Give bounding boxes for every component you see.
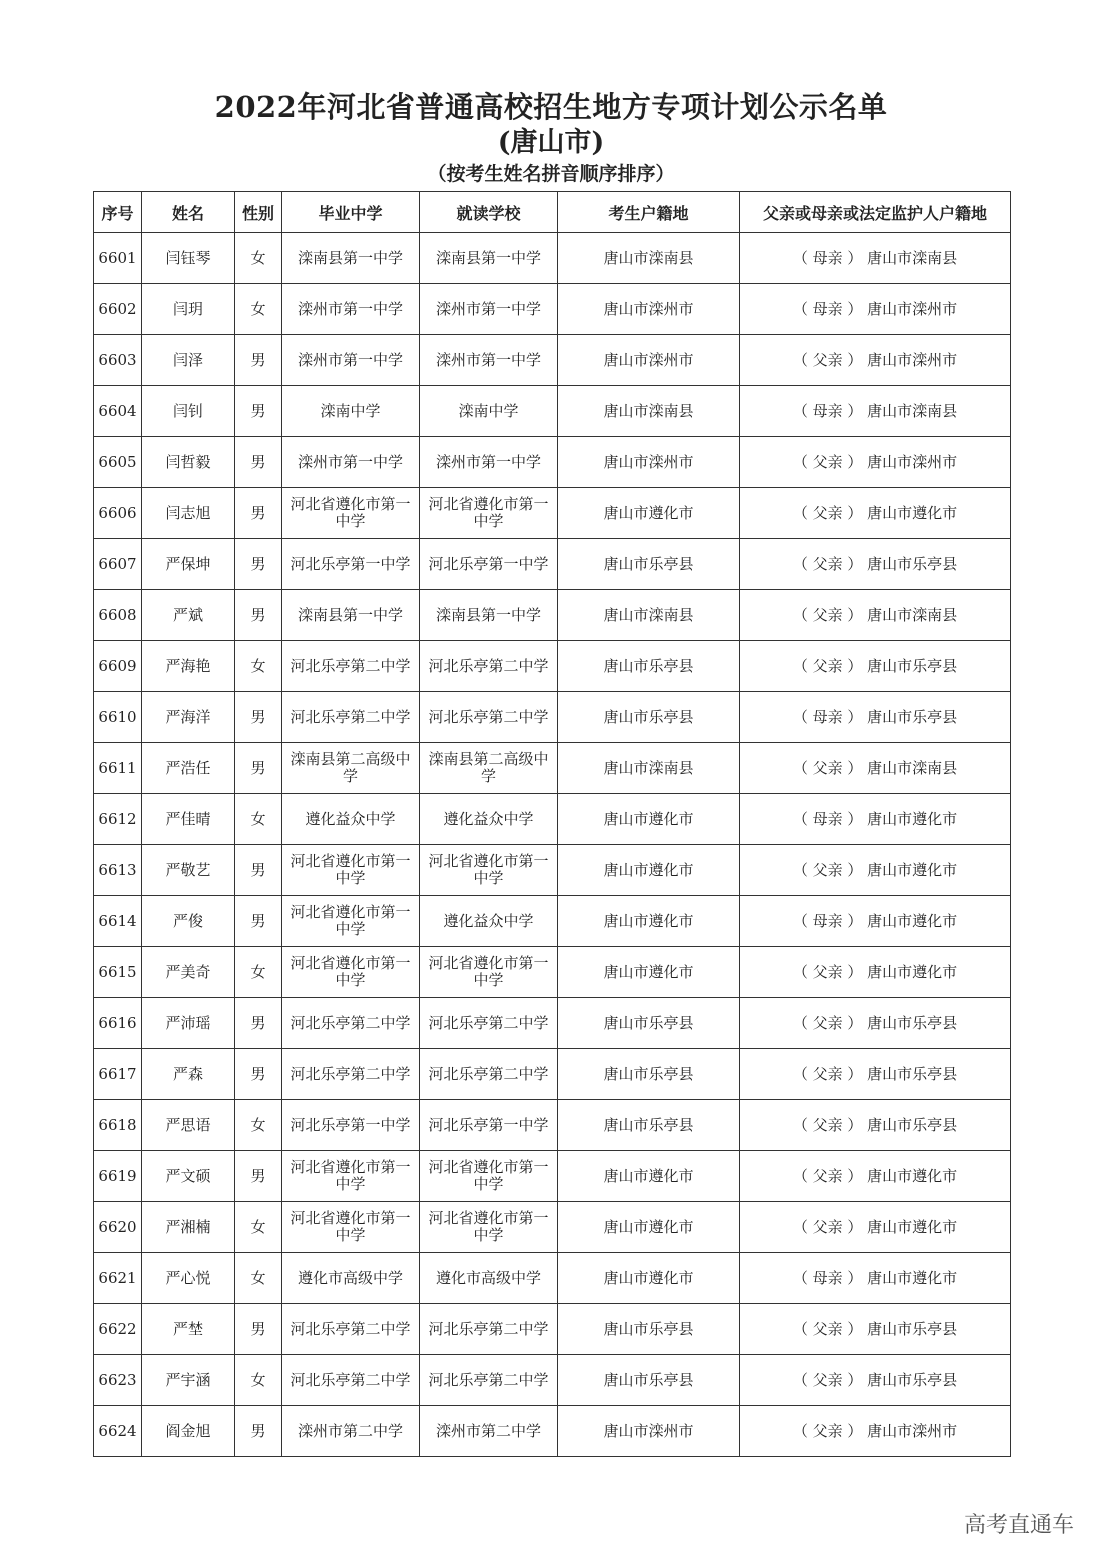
cell-graduation-school: 滦南中学 xyxy=(282,386,420,437)
cell-household: 唐山市滦州市 xyxy=(558,437,740,488)
cell-gender: 女 xyxy=(235,284,282,335)
cell-guardian-household: （ 母亲 ） 唐山市滦南县 xyxy=(740,386,1011,437)
cell-household: 唐山市乐亭县 xyxy=(558,539,740,590)
table-row xyxy=(94,1049,1011,1100)
column-header: 毕业中学 xyxy=(282,192,420,233)
cell-guardian-household: （ 父亲 ） 唐山市乐亭县 xyxy=(740,1100,1011,1151)
cell-household: 唐山市遵化市 xyxy=(558,1253,740,1304)
cell-household: 唐山市滦南县 xyxy=(558,590,740,641)
cell-current-school: 滦南县第一中学 xyxy=(420,233,558,284)
cell-current-school: 滦州市第二中学 xyxy=(420,1406,558,1457)
table-row xyxy=(94,743,1011,794)
cell-household: 唐山市遵化市 xyxy=(558,488,740,539)
cell-serial: 6620 xyxy=(94,1202,142,1253)
cell-graduation-school: 河北乐亭第一中学 xyxy=(282,1100,420,1151)
table-row xyxy=(94,845,1011,896)
cell-guardian-household: （ 父亲 ） 唐山市遵化市 xyxy=(740,845,1011,896)
column-header: 父亲或母亲或法定监护人户籍地 xyxy=(740,192,1011,233)
cell-gender: 男 xyxy=(235,437,282,488)
cell-name: 严敬艺 xyxy=(142,845,235,896)
cell-serial: 6609 xyxy=(94,641,142,692)
cell-current-school: 河北乐亭第二中学 xyxy=(420,641,558,692)
table-row xyxy=(94,998,1011,1049)
table-row xyxy=(94,1151,1011,1202)
cell-household: 唐山市遵化市 xyxy=(558,1151,740,1202)
cell-graduation-school: 河北乐亭第二中学 xyxy=(282,1049,420,1100)
cell-name: 闫玥 xyxy=(142,284,235,335)
table-row xyxy=(94,1304,1011,1355)
cell-household: 唐山市滦州市 xyxy=(558,1406,740,1457)
cell-name: 严海洋 xyxy=(142,692,235,743)
cell-guardian-household: （ 父亲 ） 唐山市滦州市 xyxy=(740,1406,1011,1457)
cell-graduation-school: 河北省遵化市第一中学 xyxy=(282,896,420,947)
table-row xyxy=(94,1100,1011,1151)
table-body xyxy=(94,233,1011,1457)
cell-gender: 男 xyxy=(235,1406,282,1457)
cell-guardian-household: （ 母亲 ） 唐山市遵化市 xyxy=(740,794,1011,845)
cell-household: 唐山市乐亭县 xyxy=(558,1049,740,1100)
cell-current-school: 河北省遵化市第一中学 xyxy=(420,947,558,998)
cell-gender: 男 xyxy=(235,845,282,896)
cell-graduation-school: 滦南县第一中学 xyxy=(282,233,420,284)
cell-current-school: 遵化市高级中学 xyxy=(420,1253,558,1304)
cell-graduation-school: 河北省遵化市第一中学 xyxy=(282,488,420,539)
cell-serial: 6602 xyxy=(94,284,142,335)
cell-current-school: 河北省遵化市第一中学 xyxy=(420,488,558,539)
cell-gender: 男 xyxy=(235,692,282,743)
cell-guardian-household: （ 父亲 ） 唐山市滦南县 xyxy=(740,590,1011,641)
cell-serial: 6615 xyxy=(94,947,142,998)
table-row xyxy=(94,1202,1011,1253)
cell-guardian-household: （ 父亲 ） 唐山市遵化市 xyxy=(740,488,1011,539)
cell-gender: 男 xyxy=(235,998,282,1049)
cell-graduation-school: 遵化市高级中学 xyxy=(282,1253,420,1304)
cell-serial: 6610 xyxy=(94,692,142,743)
cell-graduation-school: 遵化益众中学 xyxy=(282,794,420,845)
cell-graduation-school: 滦州市第一中学 xyxy=(282,437,420,488)
cell-gender: 女 xyxy=(235,1355,282,1406)
cell-graduation-school: 河北乐亭第二中学 xyxy=(282,641,420,692)
roster-table xyxy=(93,191,1011,1457)
cell-guardian-household: （ 父亲 ） 唐山市乐亭县 xyxy=(740,539,1011,590)
cell-household: 唐山市遵化市 xyxy=(558,947,740,998)
cell-current-school: 河北省遵化市第一中学 xyxy=(420,1151,558,1202)
column-header: 考生户籍地 xyxy=(558,192,740,233)
cell-guardian-household: （ 父亲 ） 唐山市乐亭县 xyxy=(740,641,1011,692)
cell-gender: 男 xyxy=(235,539,282,590)
cell-household: 唐山市遵化市 xyxy=(558,794,740,845)
table-row xyxy=(94,437,1011,488)
sort-note: （按考生姓名拼音顺序排序） xyxy=(427,163,675,185)
cell-serial: 6617 xyxy=(94,1049,142,1100)
cell-graduation-school: 河北乐亭第二中学 xyxy=(282,1304,420,1355)
cell-gender: 女 xyxy=(235,1202,282,1253)
cell-name: 闫志旭 xyxy=(142,488,235,539)
cell-serial: 6622 xyxy=(94,1304,142,1355)
cell-current-school: 河北乐亭第二中学 xyxy=(420,1304,558,1355)
cell-serial: 6605 xyxy=(94,437,142,488)
cell-graduation-school: 滦州市第一中学 xyxy=(282,284,420,335)
cell-current-school: 河北乐亭第二中学 xyxy=(420,1355,558,1406)
cell-current-school: 滦南中学 xyxy=(420,386,558,437)
cell-gender: 男 xyxy=(235,590,282,641)
cell-guardian-household: （ 父亲 ） 唐山市乐亭县 xyxy=(740,1049,1011,1100)
cell-guardian-household: （ 母亲 ） 唐山市遵化市 xyxy=(740,1253,1011,1304)
cell-graduation-school: 滦南县第二高级中学 xyxy=(282,743,420,794)
cell-current-school: 河北乐亭第一中学 xyxy=(420,1100,558,1151)
cell-graduation-school: 河北省遵化市第一中学 xyxy=(282,1151,420,1202)
cell-household: 唐山市滦南县 xyxy=(558,233,740,284)
cell-serial: 6614 xyxy=(94,896,142,947)
cell-gender: 男 xyxy=(235,1049,282,1100)
cell-name: 严文硕 xyxy=(142,1151,235,1202)
cell-guardian-household: （ 父亲 ） 唐山市遵化市 xyxy=(740,1151,1011,1202)
cell-guardian-household: （ 父亲 ） 唐山市乐亭县 xyxy=(740,1304,1011,1355)
cell-name: 严湘楠 xyxy=(142,1202,235,1253)
table-row xyxy=(94,1406,1011,1457)
cell-current-school: 河北省遵化市第一中学 xyxy=(420,845,558,896)
cell-guardian-household: （ 父亲 ） 唐山市遵化市 xyxy=(740,947,1011,998)
cell-name: 严斌 xyxy=(142,590,235,641)
cell-graduation-school: 河北乐亭第二中学 xyxy=(282,692,420,743)
cell-graduation-school: 滦州市第一中学 xyxy=(282,335,420,386)
cell-guardian-household: （ 母亲 ） 唐山市遵化市 xyxy=(740,896,1011,947)
cell-name: 严森 xyxy=(142,1049,235,1100)
cell-gender: 男 xyxy=(235,386,282,437)
cell-graduation-school: 滦南县第一中学 xyxy=(282,590,420,641)
cell-household: 唐山市乐亭县 xyxy=(558,1304,740,1355)
cell-serial: 6611 xyxy=(94,743,142,794)
cell-household: 唐山市遵化市 xyxy=(558,845,740,896)
column-header: 序号 xyxy=(94,192,142,233)
watermark: 高考直通车 xyxy=(963,1513,1074,1538)
cell-serial: 6606 xyxy=(94,488,142,539)
cell-name: 严埜 xyxy=(142,1304,235,1355)
document-title: 2022年河北省普通高校招生地方专项计划公示名单 xyxy=(214,90,888,124)
cell-serial: 6613 xyxy=(94,845,142,896)
cell-serial: 6601 xyxy=(94,233,142,284)
table-row xyxy=(94,233,1011,284)
cell-name: 严心悦 xyxy=(142,1253,235,1304)
cell-household: 唐山市乐亭县 xyxy=(558,998,740,1049)
cell-current-school: 河北乐亭第二中学 xyxy=(420,1049,558,1100)
cell-household: 唐山市乐亭县 xyxy=(558,1100,740,1151)
cell-guardian-household: （ 父亲 ） 唐山市遵化市 xyxy=(740,1202,1011,1253)
cell-guardian-household: （ 母亲 ） 唐山市乐亭县 xyxy=(740,692,1011,743)
cell-serial: 6616 xyxy=(94,998,142,1049)
cell-serial: 6612 xyxy=(94,794,142,845)
cell-gender: 男 xyxy=(235,1151,282,1202)
cell-gender: 女 xyxy=(235,947,282,998)
cell-household: 唐山市乐亭县 xyxy=(558,692,740,743)
cell-gender: 女 xyxy=(235,1253,282,1304)
cell-serial: 6619 xyxy=(94,1151,142,1202)
cell-name: 严思语 xyxy=(142,1100,235,1151)
cell-graduation-school: 河北乐亭第二中学 xyxy=(282,1355,420,1406)
cell-current-school: 滦州市第一中学 xyxy=(420,437,558,488)
cell-guardian-household: （ 父亲 ） 唐山市滦州市 xyxy=(740,335,1011,386)
document-header xyxy=(0,88,1102,186)
table-row xyxy=(94,488,1011,539)
cell-name: 严沛瑶 xyxy=(142,998,235,1049)
table-row xyxy=(94,1253,1011,1304)
cell-name: 严俊 xyxy=(142,896,235,947)
cell-graduation-school: 河北乐亭第二中学 xyxy=(282,998,420,1049)
cell-graduation-school: 河北省遵化市第一中学 xyxy=(282,1202,420,1253)
cell-current-school: 河北乐亭第二中学 xyxy=(420,692,558,743)
table-row xyxy=(94,1355,1011,1406)
cell-current-school: 滦南县第二高级中学 xyxy=(420,743,558,794)
cell-guardian-household: （ 父亲 ） 唐山市乐亭县 xyxy=(740,998,1011,1049)
column-header: 性别 xyxy=(235,192,282,233)
cell-household: 唐山市乐亭县 xyxy=(558,1355,740,1406)
cell-gender: 女 xyxy=(235,641,282,692)
table-row xyxy=(94,947,1011,998)
cell-name: 闫钊 xyxy=(142,386,235,437)
cell-gender: 男 xyxy=(235,488,282,539)
table-row xyxy=(94,539,1011,590)
table-row xyxy=(94,896,1011,947)
cell-current-school: 河北乐亭第一中学 xyxy=(420,539,558,590)
cell-name: 闫泽 xyxy=(142,335,235,386)
cell-graduation-school: 河北乐亭第一中学 xyxy=(282,539,420,590)
cell-name: 严海艳 xyxy=(142,641,235,692)
cell-name: 严美奇 xyxy=(142,947,235,998)
cell-name: 严宇涵 xyxy=(142,1355,235,1406)
cell-gender: 男 xyxy=(235,896,282,947)
cell-gender: 男 xyxy=(235,1304,282,1355)
cell-household: 唐山市滦南县 xyxy=(558,386,740,437)
cell-name: 严浩任 xyxy=(142,743,235,794)
cell-name: 严保坤 xyxy=(142,539,235,590)
table-row xyxy=(94,335,1011,386)
cell-name: 闫钰琴 xyxy=(142,233,235,284)
cell-guardian-household: （ 父亲 ） 唐山市滦州市 xyxy=(740,437,1011,488)
cell-graduation-school: 河北省遵化市第一中学 xyxy=(282,947,420,998)
cell-name: 严佳晴 xyxy=(142,794,235,845)
table-row xyxy=(94,641,1011,692)
cell-serial: 6607 xyxy=(94,539,142,590)
document-subtitle: (唐山市) xyxy=(497,127,605,158)
cell-household: 唐山市滦南县 xyxy=(558,743,740,794)
table-row xyxy=(94,386,1011,437)
cell-serial: 6608 xyxy=(94,590,142,641)
cell-name: 阎金旭 xyxy=(142,1406,235,1457)
cell-household: 唐山市乐亭县 xyxy=(558,641,740,692)
cell-serial: 6623 xyxy=(94,1355,142,1406)
cell-gender: 女 xyxy=(235,233,282,284)
cell-current-school: 滦南县第一中学 xyxy=(420,590,558,641)
cell-current-school: 滦州市第一中学 xyxy=(420,284,558,335)
cell-current-school: 遵化益众中学 xyxy=(420,896,558,947)
cell-guardian-household: （ 母亲 ） 唐山市滦南县 xyxy=(740,233,1011,284)
cell-household: 唐山市遵化市 xyxy=(558,1202,740,1253)
cell-current-school: 河北省遵化市第一中学 xyxy=(420,1202,558,1253)
cell-gender: 女 xyxy=(235,794,282,845)
column-header: 姓名 xyxy=(142,192,235,233)
cell-serial: 6604 xyxy=(94,386,142,437)
cell-household: 唐山市滦州市 xyxy=(558,335,740,386)
cell-guardian-household: （ 父亲 ） 唐山市滦南县 xyxy=(740,743,1011,794)
cell-serial: 6624 xyxy=(94,1406,142,1457)
cell-serial: 6621 xyxy=(94,1253,142,1304)
cell-graduation-school: 滦州市第二中学 xyxy=(282,1406,420,1457)
table-row xyxy=(94,692,1011,743)
cell-gender: 男 xyxy=(235,743,282,794)
cell-serial: 6603 xyxy=(94,335,142,386)
table-row xyxy=(94,794,1011,845)
cell-current-school: 遵化益众中学 xyxy=(420,794,558,845)
table-row xyxy=(94,590,1011,641)
table-row xyxy=(94,284,1011,335)
table-header-row xyxy=(94,192,1011,233)
cell-graduation-school: 河北省遵化市第一中学 xyxy=(282,845,420,896)
cell-household: 唐山市滦州市 xyxy=(558,284,740,335)
cell-guardian-household: （ 母亲 ） 唐山市滦州市 xyxy=(740,284,1011,335)
column-header: 就读学校 xyxy=(420,192,558,233)
cell-gender: 女 xyxy=(235,1100,282,1151)
cell-name: 闫哲毅 xyxy=(142,437,235,488)
cell-gender: 男 xyxy=(235,335,282,386)
cell-household: 唐山市遵化市 xyxy=(558,896,740,947)
cell-serial: 6618 xyxy=(94,1100,142,1151)
cell-current-school: 滦州市第一中学 xyxy=(420,335,558,386)
cell-current-school: 河北乐亭第二中学 xyxy=(420,998,558,1049)
cell-guardian-household: （ 父亲 ） 唐山市乐亭县 xyxy=(740,1355,1011,1406)
